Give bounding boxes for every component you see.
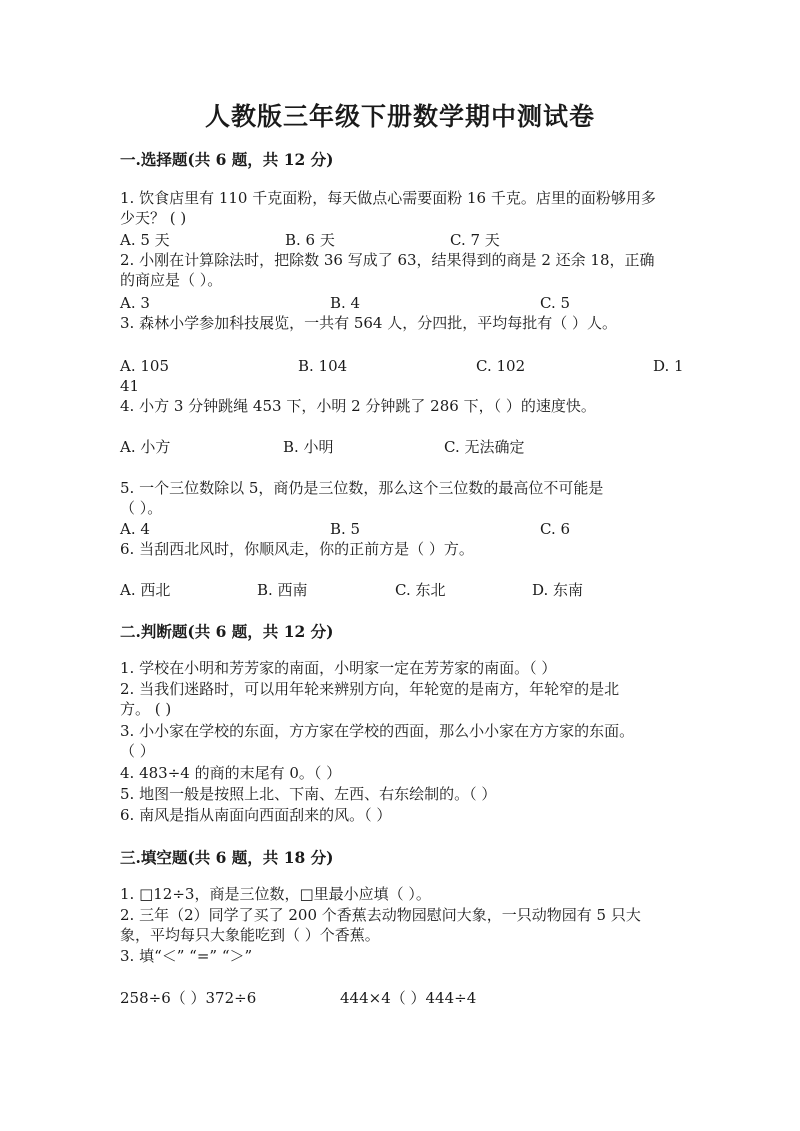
- page-title: 人教版三年级下册数学期中测试卷: [204, 102, 595, 131]
- comparison-item: 258÷6（ ）372÷6: [120, 989, 257, 1007]
- option-b: B. 104: [298, 357, 348, 375]
- question-text: 象，平均每只大象能吃到（ ）个香蕉。: [120, 926, 380, 944]
- comparison-item: 444×4（ ）444÷4: [340, 989, 477, 1007]
- option-d-wrap: 41: [120, 377, 140, 395]
- question-text: （ ）。: [120, 499, 163, 517]
- option-a: A. 5 天: [120, 231, 170, 249]
- option-c: C. 7 天: [450, 231, 500, 249]
- question-text: 4. 小方 3 分钟跳绳 453 下，小明 2 分钟跳了 286 下，（ ）的速度快。: [120, 397, 596, 415]
- option-a: A. 4: [120, 520, 150, 538]
- question-text: 6. 当刮西北风时，你顺风走，你的正前方是（ ）方。: [120, 540, 474, 558]
- question-text: 2. 当我们迷路时，可以用年轮来辨别方向，年轮宽的是南方，年轮窄的是北: [120, 680, 620, 698]
- question-text: 2. 小刚在计算除法时，把除数 36 写成了 63，结果得到的商是 2 还余 18，正确: [120, 251, 655, 269]
- option-c: C. 102: [476, 357, 526, 375]
- question-text: 1. 学校在小明和芳芳家的南面，小明家一定在芳芳家的南面。（ ）: [120, 659, 557, 677]
- option-b: B. 6 天: [285, 231, 335, 249]
- question-text: 5. 一个三位数除以 5，商仍是三位数，那么这个三位数的最高位不可能是: [120, 479, 604, 497]
- question-text: 少天？ ( ): [120, 209, 187, 227]
- option-c: C. 东北: [395, 581, 446, 599]
- question-text: 方。 ( ): [120, 700, 172, 718]
- question-text: 的商应是（ ）。: [120, 271, 223, 289]
- question-text: 3. 填“＜” “=” “＞”: [120, 947, 253, 965]
- question-text: 2. 三年（2）同学了买了 200 个香蕉去动物园慰问大象，一只动物园有 5 只大: [120, 906, 641, 924]
- question-text: 3. 森林小学参加科技展览，一共有 564 人，分四批，平均每批有（ ）人。: [120, 314, 618, 332]
- section-header-choice: 一.选择题(共 6 题，共 12 分): [120, 150, 334, 169]
- option-c: C. 5: [540, 294, 571, 312]
- question-text: 5. 地图一般是按照上北、下南、左西、右东绘制的。（ ）: [120, 785, 497, 803]
- question-text: 4. 483÷4 的商的末尾有 0。（ ）: [120, 764, 342, 782]
- question-text: 3. 小小家在学校的东面，方方家在学校的西面，那么小小家在方方家的东面。: [120, 722, 635, 740]
- question-text: 1. □12÷3，商是三位数，□里最小应填（ ）。: [120, 885, 431, 903]
- option-d: D. 东南: [532, 581, 584, 599]
- option-c: C. 无法确定: [444, 438, 525, 456]
- question-text: 6. 南风是指从南面向西面刮来的风。（ ）: [120, 806, 392, 824]
- option-b: B. 5: [330, 520, 361, 538]
- option-c: C. 6: [540, 520, 571, 538]
- section-header-fill: 三.填空题(共 6 题，共 18 分): [120, 848, 334, 867]
- option-d: D. 1: [653, 357, 684, 375]
- option-a: A. 小方: [120, 438, 171, 456]
- option-a: A. 西北: [120, 581, 171, 599]
- option-a: A. 105: [120, 357, 169, 375]
- question-text: （ ）: [120, 742, 155, 760]
- option-a: A. 3: [120, 294, 150, 312]
- option-b: B. 4: [330, 294, 361, 312]
- option-b: B. 小明: [283, 438, 334, 456]
- question-text: 1. 饮食店里有 110 千克面粉，每天做点心需要面粉 16 千克。店里的面粉够用多: [120, 189, 656, 207]
- option-b: B. 西南: [257, 581, 308, 599]
- section-header-judge: 二.判断题(共 6 题，共 12 分): [120, 622, 334, 641]
